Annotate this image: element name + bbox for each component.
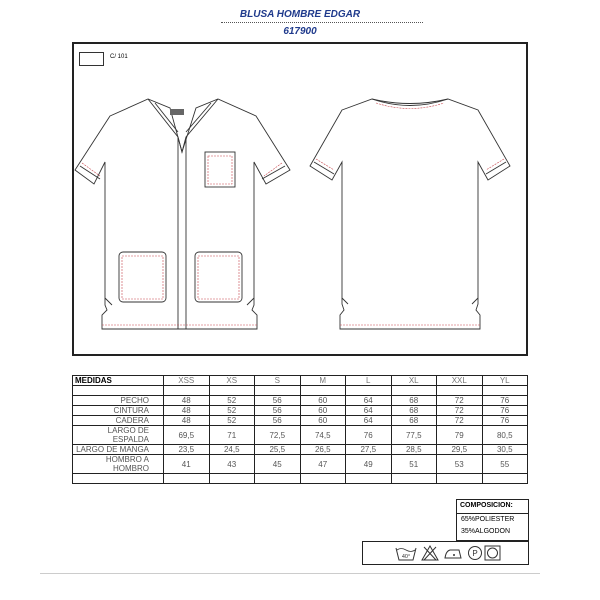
measure-label: LARGO DE MANGA [73, 445, 164, 455]
measure-value: 23,5 [164, 445, 210, 455]
front-body-outline [75, 99, 290, 329]
composition-line: 35%ALGODON [461, 528, 511, 535]
dry-clean-p-icon [467, 545, 483, 561]
document-title: BLUSA HOMBRE EDGAR [239, 9, 361, 20]
measure-value: 43 [209, 455, 255, 474]
measure-label: PECHO [73, 396, 164, 406]
measure-value: 28,5 [391, 445, 437, 455]
left-lower-pocket [119, 252, 166, 302]
brand-label-tag [170, 109, 184, 115]
measure-label: HOMBRO A HOMBRO [73, 455, 164, 474]
measure-value [164, 474, 210, 484]
table-row [73, 406, 528, 416]
measure-value: 56 [255, 416, 301, 426]
tumble-dry-icon [484, 545, 501, 561]
measure-value: 60 [300, 406, 346, 416]
measure-value: 47 [300, 455, 346, 474]
measure-value: 55 [482, 455, 528, 474]
measure-value [209, 386, 255, 396]
measure-value [164, 386, 210, 396]
measurements-table [72, 375, 528, 484]
measure-value: 72 [437, 416, 483, 426]
measure-value: 71 [209, 426, 255, 445]
table-row [73, 426, 528, 445]
size-header: XSS [164, 376, 210, 386]
measure-value: 24,5 [209, 445, 255, 455]
measure-value [346, 474, 392, 484]
back-view-drawing [300, 42, 528, 356]
table-row [73, 474, 528, 484]
measure-value: 60 [300, 396, 346, 406]
size-header: M [300, 376, 346, 386]
wash-temperature: 40° [401, 554, 411, 560]
size-header: YL [482, 376, 528, 386]
measure-value [437, 474, 483, 484]
measure-value: 79 [437, 426, 483, 445]
measure-value: 76 [482, 406, 528, 416]
measure-value: 76 [346, 426, 392, 445]
composition-box [456, 499, 529, 541]
measure-value [391, 474, 437, 484]
measure-value: 68 [391, 396, 437, 406]
size-header: XL [391, 376, 437, 386]
table-header-row [73, 376, 528, 386]
table-row [73, 386, 528, 396]
measure-value: 45 [255, 455, 301, 474]
measure-value [346, 386, 392, 396]
svg-text:P: P [472, 549, 478, 558]
right-lower-pocket [195, 252, 242, 302]
footer-divider [40, 573, 540, 574]
product-code: 617900 [283, 26, 317, 37]
measure-value: 60 [300, 416, 346, 426]
back-neckline [372, 99, 448, 106]
measure-label [73, 474, 164, 484]
measure-label [73, 386, 164, 396]
measure-value: 77,5 [391, 426, 437, 445]
chest-pocket [205, 152, 235, 187]
measure-label: CINTURA [73, 406, 164, 416]
measure-value: 26,5 [300, 445, 346, 455]
measure-value: 76 [482, 416, 528, 426]
no-bleach-icon [421, 545, 439, 561]
measure-value: 80,5 [482, 426, 528, 445]
measure-value: 69,5 [164, 426, 210, 445]
measure-value: 68 [391, 406, 437, 416]
measure-value: 76 [482, 396, 528, 406]
measure-value: 52 [209, 396, 255, 406]
measure-value: 64 [346, 406, 392, 416]
measure-value: 29,5 [437, 445, 483, 455]
measure-label: CADERA [73, 416, 164, 426]
front-view-drawing [72, 42, 300, 356]
measure-value: 72 [437, 406, 483, 416]
measure-value: 51 [391, 455, 437, 474]
size-header: XS [209, 376, 255, 386]
front-placket [178, 137, 186, 329]
measure-value: 52 [209, 406, 255, 416]
size-header: L [346, 376, 392, 386]
measure-value [482, 474, 528, 484]
measure-value [391, 386, 437, 396]
measure-value: 56 [255, 406, 301, 416]
measure-value: 72 [437, 396, 483, 406]
measure-value: 64 [346, 396, 392, 406]
measure-value: 49 [346, 455, 392, 474]
wash-40-icon [395, 545, 417, 561]
measure-value: 41 [164, 455, 210, 474]
measure-value: 53 [437, 455, 483, 474]
measure-value [300, 474, 346, 484]
table-row [73, 455, 528, 474]
measure-value [300, 386, 346, 396]
measure-value [255, 386, 301, 396]
measure-value [255, 474, 301, 484]
measure-value: 48 [164, 416, 210, 426]
table-header-label: MEDIDAS [73, 376, 164, 386]
composition-line: 65%POLIESTER [461, 516, 515, 523]
table-row [73, 445, 528, 455]
measure-value: 64 [346, 416, 392, 426]
measure-value: 72,5 [255, 426, 301, 445]
measure-value [437, 386, 483, 396]
measure-value: 27,5 [346, 445, 392, 455]
table-row [73, 396, 528, 406]
measure-value: 74,5 [300, 426, 346, 445]
iron-low-icon [443, 545, 463, 561]
back-body-outline [310, 99, 510, 329]
measure-label: LARGO DE ESPALDA [73, 426, 164, 445]
measure-value: 48 [164, 396, 210, 406]
size-header: S [255, 376, 301, 386]
care-symbols-box [362, 541, 529, 565]
measure-value: 56 [255, 396, 301, 406]
size-header: XXL [437, 376, 483, 386]
measure-value [482, 386, 528, 396]
measure-value: 68 [391, 416, 437, 426]
title-underline [221, 22, 423, 23]
measure-value: 52 [209, 416, 255, 426]
measure-value: 30,5 [482, 445, 528, 455]
table-row [73, 416, 528, 426]
measure-value [209, 474, 255, 484]
composition-title: COMPOSICION: [457, 500, 528, 514]
measure-value: 48 [164, 406, 210, 416]
measure-value: 25,5 [255, 445, 301, 455]
color-code: C/ 101 [110, 54, 128, 60]
